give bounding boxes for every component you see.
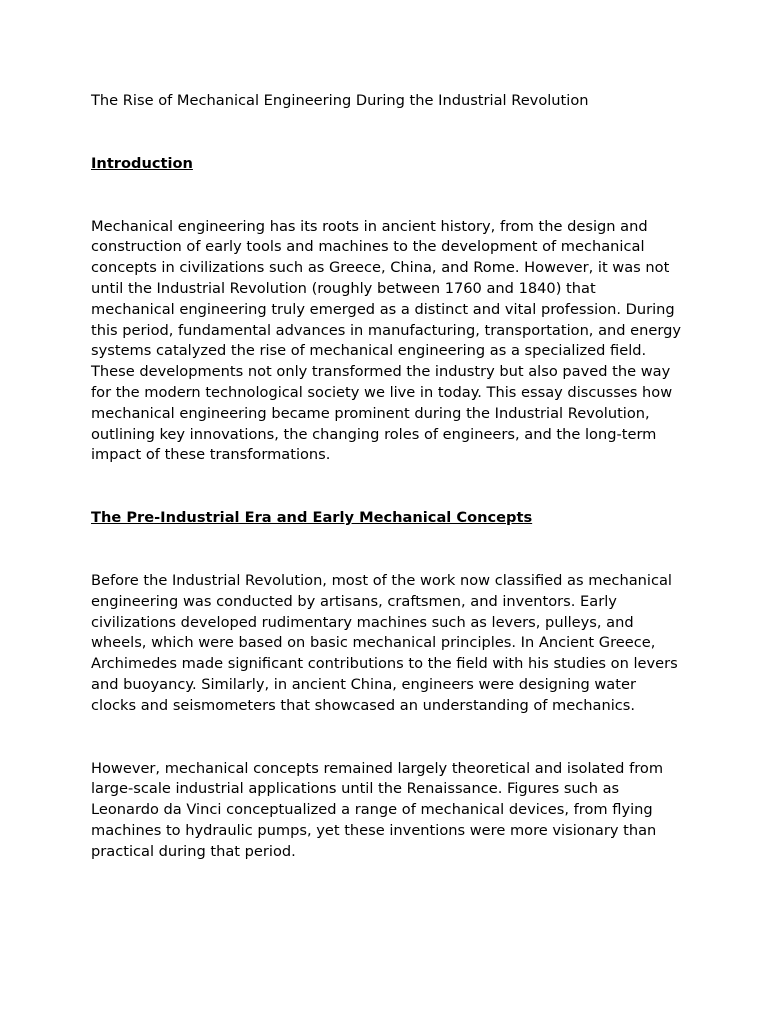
paragraph: Mechanical engineering has its roots in ancient history, from the design and construction of early tools and machines to the development of mechanical concepts in civilizations such as Greece, China, and Rome. However, it was not until the Industrial Revolution (roughly between 1760 and 1840) that mechanical engineering truly emerged as a distinct and vital profession. During this period, fundamental advances in manufacturing, transportation, and energy systems catalyzed the rise of mechanical engineering as a specialized field. These developments not only transformed the industry but also paved the way for the modern technological society we live in today. This essay discusses how mechanical engineering became prominent during the Industrial Revolution, outlining key innovations, the changing roles of engineers, and the long-term impact of these transformations.	[91, 217, 682, 464]
document-title: The Rise of Mechanical Engineering During the Industrial Revolution	[91, 92, 589, 109]
document-body	[91, 91, 683, 863]
section-heading-introduction: Introduction	[91, 154, 193, 172]
section-heading-pre-industrial: The Pre-Industrial Era and Early Mechanical Concepts	[91, 509, 533, 527]
paragraph: However, mechanical concepts remained largely theoretical and isolated from large-scale industrial applications until the Renaissance. Figures such as Leonardo da Vinci conceptualized a range of mechanical devices, from flying machines to hydraulic pumps, yet these inventions were more visionary than practical during that period.	[91, 759, 664, 860]
paragraph: Before the Industrial Revolution, most of the work now classified as mechanical engineering was conducted by artisans, craftsmen, and inventors. Early civilizations developed rudimentary machines such as levers, pulleys, and wheels, which were based on basic mechanical principles. In Ancient Greece, Archimedes made significant contributions to the field with his studies on levers and buoyancy. Similarly, in ancient China, engineers were designing water clocks and seismometers that showcased an understanding of mechanics.	[91, 571, 678, 714]
